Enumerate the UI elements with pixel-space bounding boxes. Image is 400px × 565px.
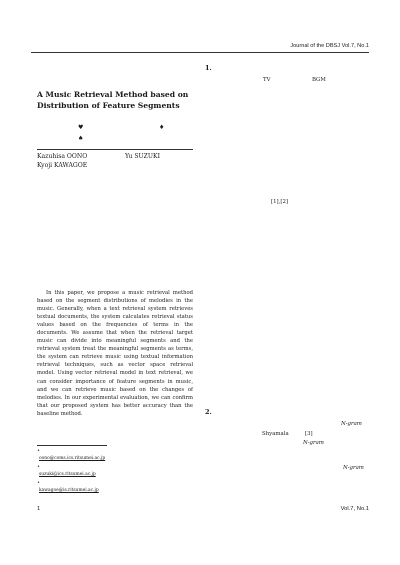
footnote-bullet: •	[37, 480, 40, 486]
section-1-number: 1.	[205, 64, 212, 72]
author-name: Kazuhisa OONO	[37, 153, 88, 160]
text-fragment-bgm: BGM	[312, 77, 326, 83]
footnote-bullet: •	[37, 448, 40, 454]
author-divider	[37, 149, 193, 150]
footnote-email[interactable]: oono@coms.ics.ritsumei.ac.jp	[39, 456, 106, 461]
text-fragment-ngram: N-gram	[343, 465, 364, 471]
page-number: 1	[37, 506, 41, 512]
spade-mark: ♠	[78, 135, 84, 142]
text-fragment-shyamala: Shyamala	[262, 431, 289, 437]
text-fragment-ngram: N-gram	[303, 440, 324, 446]
footnote-bullet: •	[37, 464, 40, 470]
diamond-mark: ♦	[159, 124, 165, 131]
section-2-number: 2.	[205, 408, 212, 416]
footnote-divider	[37, 445, 107, 446]
footer-volume: Vol.7, No.1	[340, 506, 369, 512]
footnote-email[interactable]: kawagoe@is.ritsumei.ac.jp	[39, 488, 99, 493]
text-fragment-ngram: N-gram	[341, 421, 362, 427]
author-name: Yu SUZUKI	[125, 153, 160, 160]
abstract-text: In this paper, we propose a music retrieval method based on the segment distributions of melodies in the music. Generally, when a text retrieval system retrieves textual documents, the system calculates retrieval status values based on the frequencies of terms in the documents. We assume that when the retrieval target music can divide into meaningful segments and the retrieval system treat the meaningful segments as terms, the system can retrieve music using textual information retrieval techniques, such as vector space retrieval model. Using vector retrieval model in text retrieval, we can consider importance of feature segments in music, and we can retrieve music based on the changes of melodies. In our experimental evaluation, we can confirm that our proposed system has better accuracy than the baseline method.	[37, 290, 193, 417]
header-divider	[31, 52, 369, 53]
author-name: Kyoji KAWAGOE	[37, 162, 88, 169]
journal-header: Journal of the DBSJ Vol.7, No.1	[290, 43, 369, 49]
heart-mark: ♥	[78, 124, 84, 131]
paper-title: A Music Retrieval Method based on Distribution of Feature Segments	[37, 90, 189, 110]
text-fragment-tv: TV	[263, 77, 271, 83]
footnote-email[interactable]: suzuki@ics.ritsumei.ac.jp	[39, 472, 96, 477]
citation-1-2: [1],[2]	[271, 199, 288, 205]
citation-3: [3]	[305, 431, 313, 437]
